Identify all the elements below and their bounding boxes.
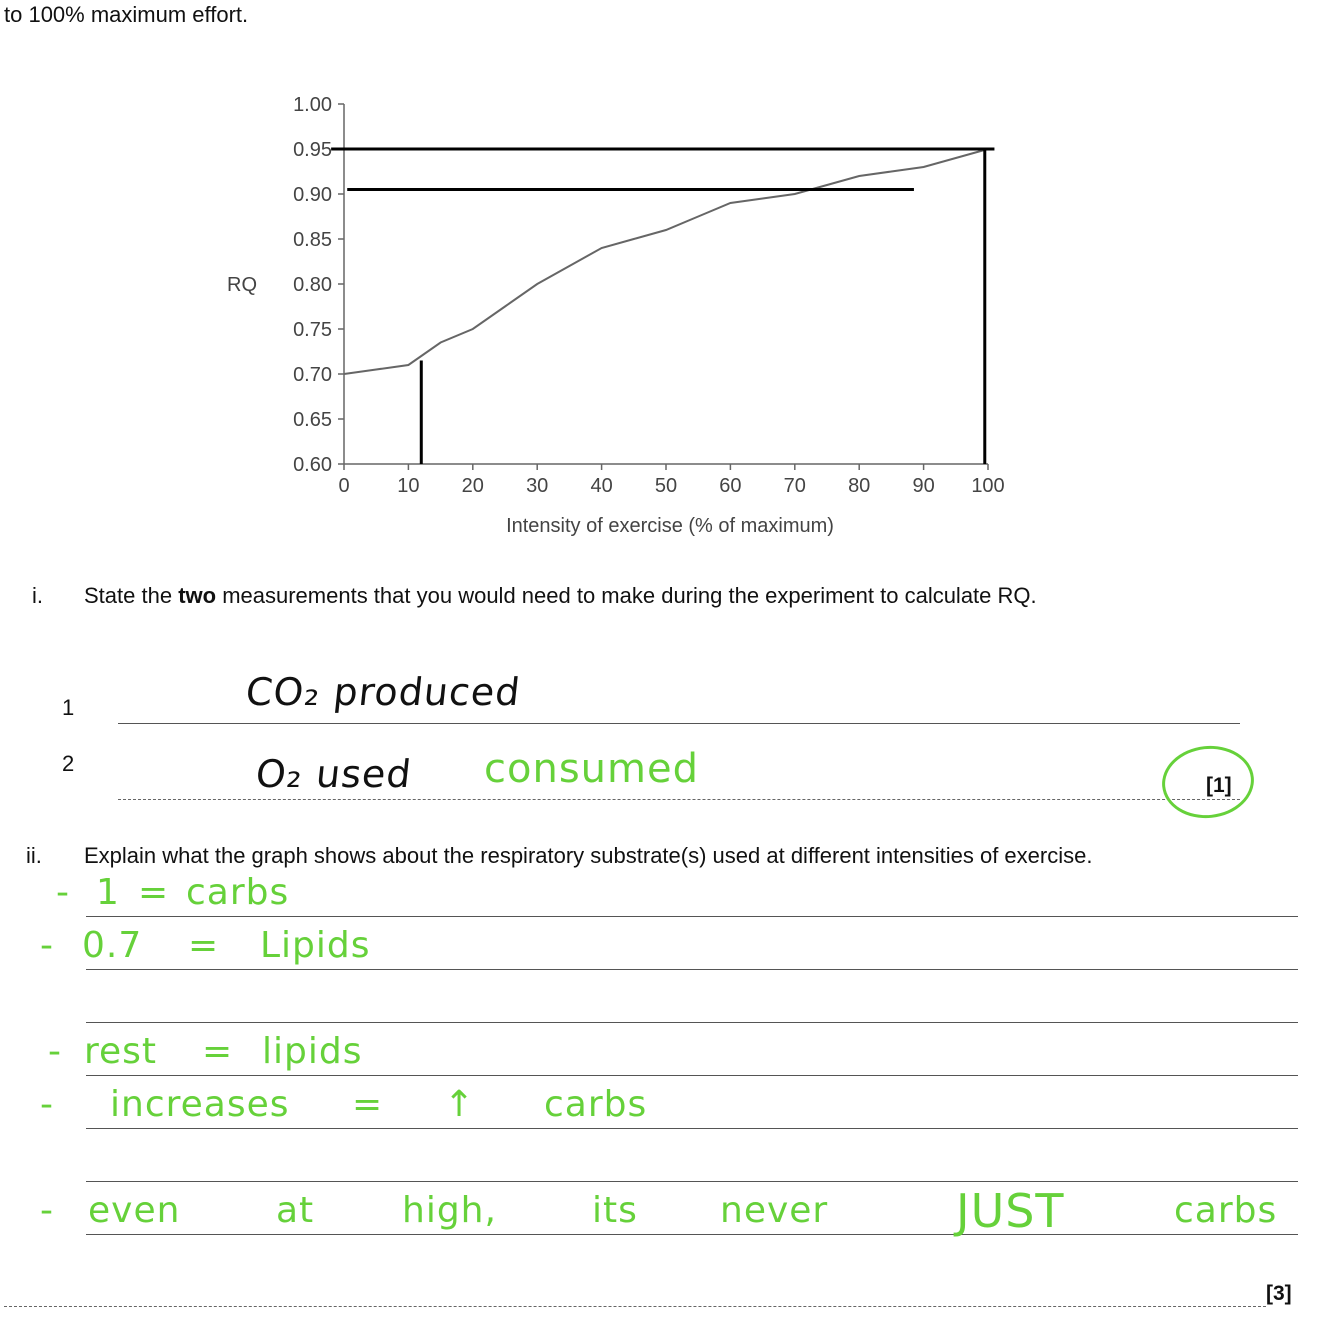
question-i-text-after: measurements that you would need to make during the experiment to calculate RQ. bbox=[216, 583, 1037, 608]
question-ii-mark: [3] bbox=[1266, 1282, 1292, 1305]
answer-dash: - bbox=[40, 1084, 54, 1125]
intro-text: to 100% maximum effort. bbox=[4, 2, 249, 27]
y-tick-label: 0.90 bbox=[293, 184, 332, 206]
x-tick-label: 70 bbox=[783, 475, 806, 497]
rq-chart bbox=[0, 0, 1334, 560]
y-tick-label: 1.00 bbox=[293, 94, 332, 116]
answer-dash: - bbox=[40, 925, 54, 966]
x-axis-label: Intensity of exercise (% of maximum) bbox=[506, 515, 834, 537]
answer-2-extra-handwriting: consumed bbox=[484, 746, 699, 792]
answer-word: JUST bbox=[956, 1184, 1065, 1238]
answer-2-handwriting: O₂ used bbox=[253, 752, 414, 796]
y-tick-label: 0.95 bbox=[293, 139, 332, 161]
answer-dash: - bbox=[56, 872, 70, 913]
rq-curve bbox=[344, 149, 988, 374]
answer-1-line bbox=[118, 723, 1240, 724]
x-tick-label: 80 bbox=[848, 475, 871, 497]
x-tick-label: 50 bbox=[654, 475, 678, 497]
x-tick-label: 0 bbox=[338, 475, 350, 497]
answer-handwriting-line bbox=[0, 1184, 1334, 1240]
answer-handwriting-line bbox=[0, 872, 1334, 922]
answer-word: rest bbox=[84, 1031, 158, 1072]
answer-word: increases bbox=[110, 1084, 290, 1125]
answer-word: = bbox=[202, 1031, 234, 1072]
answer-word: carbs bbox=[544, 1084, 648, 1125]
answer-word: high, bbox=[402, 1190, 497, 1231]
answer-word: at bbox=[276, 1190, 315, 1231]
answer-word: = bbox=[138, 872, 170, 913]
answer-word: ↑ bbox=[444, 1084, 476, 1125]
answer-2-line bbox=[118, 799, 1240, 800]
answer-word: never bbox=[720, 1190, 829, 1231]
x-tick-label: 20 bbox=[461, 475, 484, 497]
answer-word: lipids bbox=[262, 1031, 363, 1072]
answer-word: = bbox=[352, 1084, 384, 1125]
x-tick-label: 40 bbox=[590, 475, 613, 497]
x-tick-label: 90 bbox=[912, 475, 935, 497]
x-tick-label: 60 bbox=[719, 475, 742, 497]
y-axis-label: RQ bbox=[227, 274, 257, 296]
y-tick-label: 0.60 bbox=[293, 454, 332, 476]
answer-word: carbs bbox=[186, 872, 290, 913]
answer-2-number: 2 bbox=[62, 751, 75, 776]
answer-handwriting-line bbox=[0, 978, 1334, 1028]
answer-word: 0.7 bbox=[82, 925, 143, 966]
mark-circle bbox=[1158, 741, 1257, 822]
answer-1-handwriting: CO₂ produced bbox=[243, 670, 523, 714]
answer-handwriting-line bbox=[0, 1137, 1334, 1187]
y-tick-label: 0.80 bbox=[293, 274, 332, 296]
question-i-numeral: i. bbox=[32, 583, 43, 608]
question-i-text-bold: two bbox=[178, 583, 217, 608]
question-ii-text: Explain what the graph shows about the respiratory substrate(s) used at different intensities of exercise. bbox=[84, 843, 1093, 868]
question-i-text bbox=[84, 583, 1037, 609]
answer-dash: - bbox=[48, 1031, 62, 1072]
answer-word: Lipids bbox=[260, 925, 371, 966]
answer-handwriting-line bbox=[0, 1031, 1334, 1081]
y-tick-label: 0.70 bbox=[293, 364, 332, 386]
y-tick-label: 0.65 bbox=[293, 409, 332, 431]
answer-word: its bbox=[592, 1190, 638, 1231]
x-tick-label: 30 bbox=[526, 475, 549, 497]
question-ii-final-line bbox=[4, 1306, 1266, 1307]
question-ii-numeral: ii. bbox=[26, 843, 42, 868]
y-tick-label: 0.75 bbox=[293, 319, 332, 341]
question-i-mark: [1] bbox=[1206, 774, 1232, 797]
y-tick-label: 0.85 bbox=[293, 229, 332, 251]
x-tick-label: 100 bbox=[971, 475, 1005, 497]
question-i-text-before: State the bbox=[84, 583, 179, 608]
answer-word: even bbox=[88, 1190, 181, 1231]
x-tick-label: 10 bbox=[397, 475, 420, 497]
answer-1-number: 1 bbox=[62, 695, 75, 720]
answer-word: = bbox=[188, 925, 220, 966]
answer-word: carbs bbox=[1174, 1190, 1278, 1231]
answer-handwriting-line bbox=[0, 925, 1334, 975]
answer-word: 1 bbox=[96, 872, 120, 913]
answer-handwriting-line bbox=[0, 1084, 1334, 1134]
answer-dash: - bbox=[40, 1190, 54, 1231]
